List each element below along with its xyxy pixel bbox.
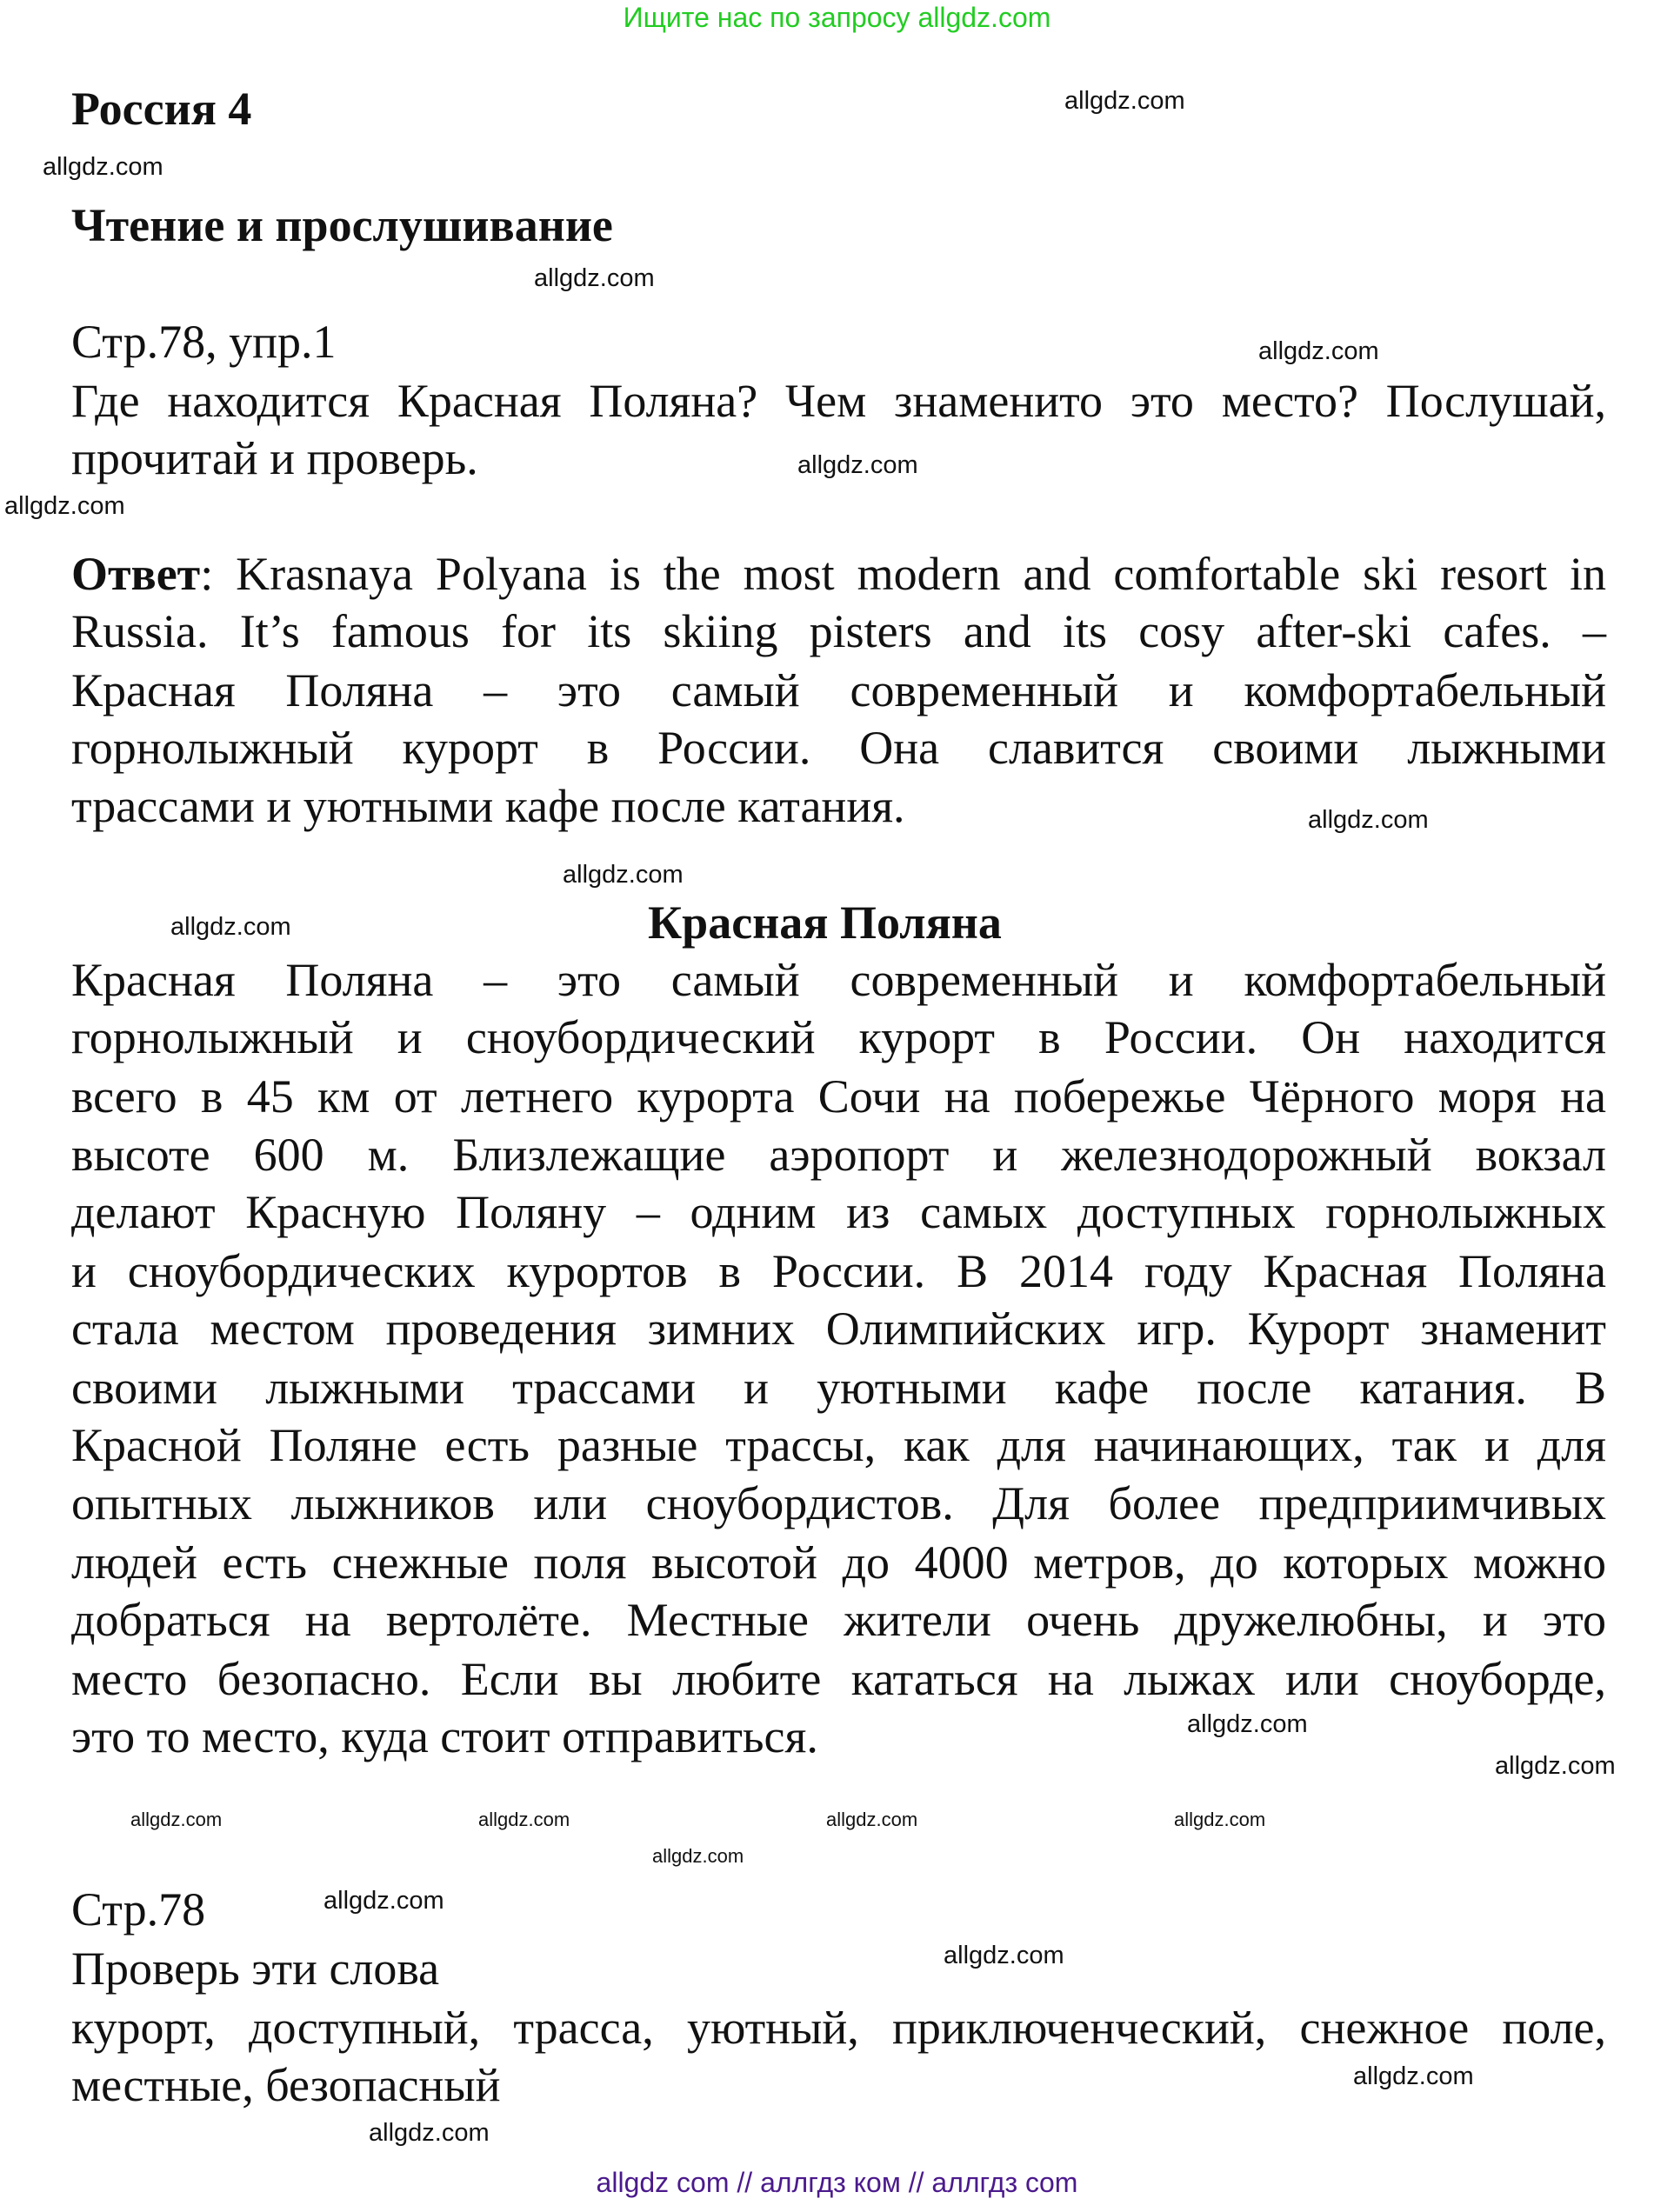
section-heading: Чтение и прослушивание xyxy=(71,199,613,251)
task-line: прочитай и проверь. xyxy=(71,432,478,484)
words-line: местные, безопасный xyxy=(71,2059,501,2111)
watermark: allgdz.com xyxy=(1258,337,1379,365)
watermark: allgdz.com xyxy=(1308,806,1429,834)
watermark: allgdz.com xyxy=(944,1942,1064,1969)
watermark: allgdz.com xyxy=(1064,87,1185,115)
text-line: людей есть снежные поля высотой до 4000 метров, до которых можно xyxy=(71,1536,1606,1589)
watermark: allgdz.com xyxy=(1495,1752,1616,1780)
watermark: allgdz.com xyxy=(563,861,684,889)
answer-line: Красная Поляна – это самый современный и комфортабельный xyxy=(71,664,1606,716)
words-line: курорт, доступный, трасса, уютный, приключенческий, снежное поле, xyxy=(71,2002,1606,2054)
watermark: allgdz.com xyxy=(323,1887,444,1915)
watermark: allgdz.com xyxy=(43,153,163,181)
answer-label: Ответ xyxy=(71,548,201,600)
answer-line: Russia. It’s famous for its skiing pisters and its cosy after-ski cafes. – xyxy=(71,605,1606,657)
watermark: allgdz.com xyxy=(369,2119,490,2147)
task-line: Проверь эти слова xyxy=(71,1942,440,1995)
text-title: Красная Поляна xyxy=(648,896,1002,949)
watermark: allgdz.com xyxy=(170,913,291,941)
text-line: высоте 600 м. Близлежащие аэропорт и железнодорожный вокзал xyxy=(71,1129,1606,1181)
text-line: место безопасно. Если вы любите кататься на лыжах или сноуборде, xyxy=(71,1653,1606,1705)
text-line: добраться на вертолёте. Местные жители очень дружелюбны, и это xyxy=(71,1594,1606,1646)
text-line: Красной Поляне есть разные трассы, как для начинающих, так и для xyxy=(71,1419,1606,1471)
top-banner: Ищите нас по запросу allgdz.com xyxy=(623,2,1051,33)
text-line: делают Красную Поляну – одним из самых доступных горнолыжных xyxy=(71,1186,1606,1238)
answer-text: : Krasnaya Polyana is the most modern and comfortable ski resort in xyxy=(200,548,1606,600)
watermark: allgdz.com xyxy=(1353,2062,1474,2090)
text-line: горнолыжный и сноубордический курорт в России. Он находится xyxy=(71,1011,1606,1063)
text-line: стала местом проведения зимних Олимпийских игр. Курорт знаменит xyxy=(71,1303,1606,1355)
page-heading: Россия 4 xyxy=(71,83,252,135)
text-line: всего в 45 км от летнего курорта Сочи на побережье Чёрного моря на xyxy=(71,1070,1606,1123)
answer-line: трассами и уютными кафе после катания. xyxy=(71,780,905,832)
text-line: и сноубордических курортов в России. В 2014 году Красная Поляна xyxy=(71,1245,1606,1297)
exercise-ref: Стр.78, упр.1 xyxy=(71,316,337,368)
watermark: allgdz.com xyxy=(534,264,655,292)
exercise-ref: Стр.78 xyxy=(71,1883,206,1936)
watermark: allgdz.com xyxy=(652,1845,744,1867)
text-line: своими лыжными трассами и уютными кафе после катания. В xyxy=(71,1362,1606,1414)
watermark: allgdz.com xyxy=(797,451,918,479)
bottom-banner: allgdz com // аллгдз ком // аллгдз com xyxy=(596,2167,1078,2198)
watermark: allgdz.com xyxy=(826,1809,918,1830)
watermark: allgdz.com xyxy=(1174,1809,1266,1830)
text-line: опытных лыжников или сноубордистов. Для более предприимчивых xyxy=(71,1477,1606,1529)
text-line: Красная Поляна – это самый современный и комфортабельный xyxy=(71,954,1606,1006)
task-line: Где находится Красная Поляна? Чем знаменито это место? Послушай, xyxy=(71,375,1606,427)
answer-line: горнолыжный курорт в России. Она славится своими лыжными xyxy=(71,722,1606,774)
text-line: это то место, куда стоит отправиться. xyxy=(71,1710,818,1762)
watermark: allgdz.com xyxy=(4,492,125,520)
answer-line xyxy=(71,546,1606,602)
watermark: allgdz.com xyxy=(478,1809,570,1830)
watermark: allgdz.com xyxy=(130,1809,223,1830)
watermark: allgdz.com xyxy=(1187,1710,1308,1738)
